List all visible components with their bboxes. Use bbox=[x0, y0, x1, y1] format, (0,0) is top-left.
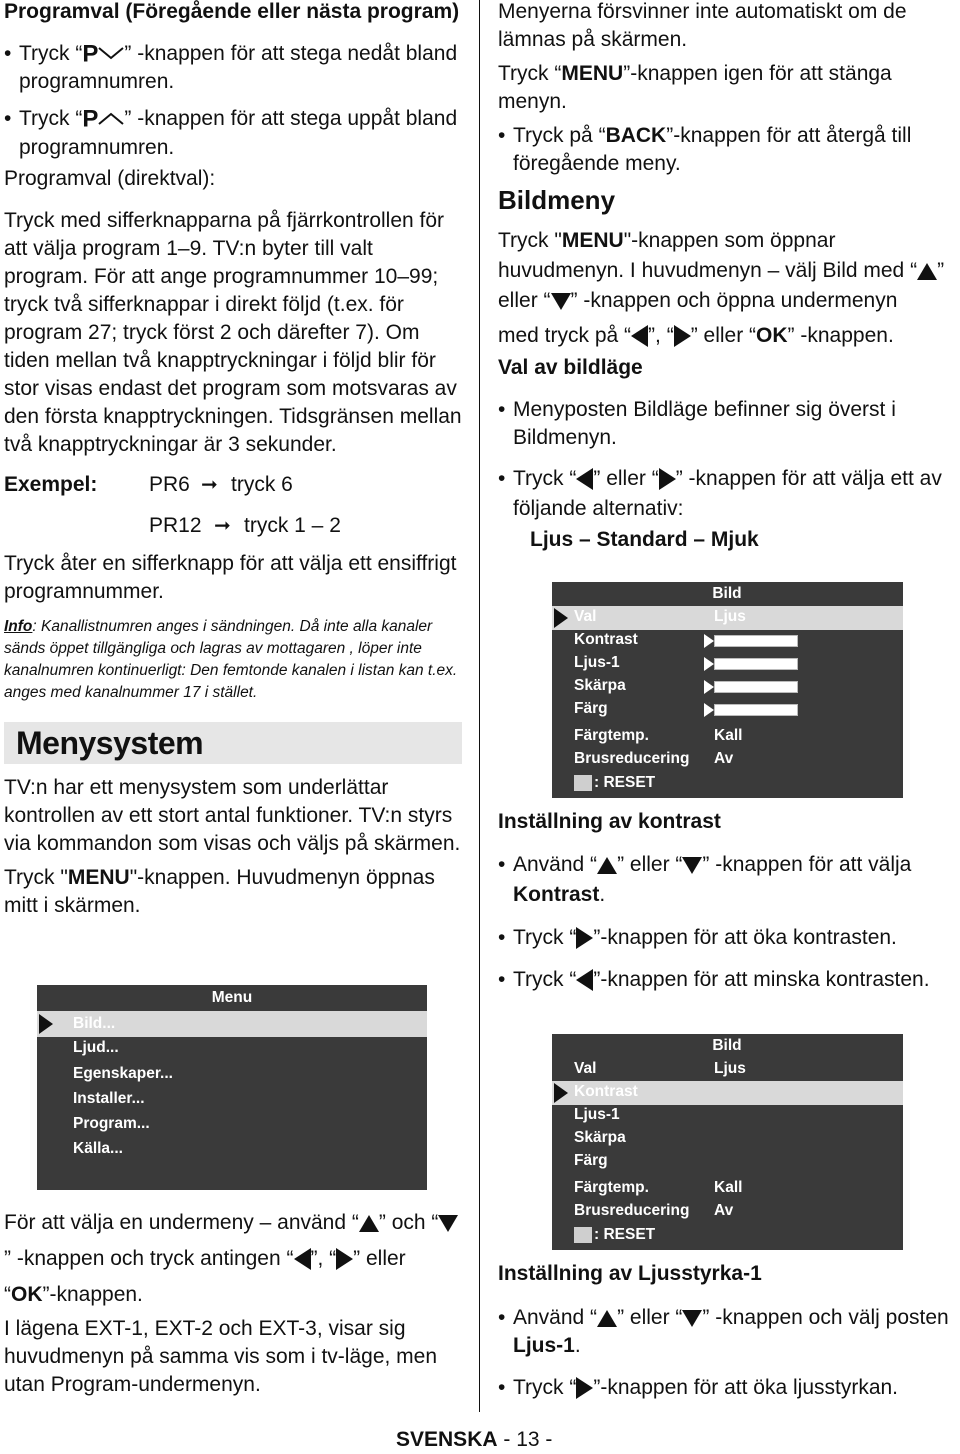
slider-marker-icon bbox=[704, 657, 714, 671]
example-label: Exempel: bbox=[4, 472, 98, 496]
down-arrow-icon bbox=[682, 1310, 702, 1327]
slider-marker-icon bbox=[704, 680, 714, 694]
bild-menu-item-kontrast[interactable]: Kontrast bbox=[552, 629, 903, 653]
example-row-2: PR12 ➞ tryck 1 – 2 bbox=[4, 512, 462, 540]
submenu-text: För att välja en undermeny – använd “ ” och “” -knappen och tryck antingen “ ”, “ ” eller “OK”-knappen. bbox=[4, 1205, 462, 1313]
reset-icon bbox=[574, 775, 592, 791]
ok-key: OK bbox=[756, 324, 788, 347]
bild-menu-item-brus[interactable]: Brusreducering Av bbox=[574, 1202, 734, 1219]
bild-menu-item-kontrast[interactable]: Kontrast bbox=[552, 1081, 903, 1105]
left-arrow-icon bbox=[294, 1248, 311, 1270]
right-column bbox=[498, 0, 958, 554]
down-arrow-icon bbox=[551, 293, 571, 310]
p-key-label: P bbox=[82, 105, 99, 133]
bild-menu-item-fargtemp[interactable]: Färgtemp. Kall bbox=[574, 1179, 743, 1196]
direct-text: Tryck med sifferknapparna på fjärrkontrollen för att välja program 1–9. TV:n byter till valt program. För att ange programnummer 10–99; tryck två sifferknappar i direkt följd (t.ex. för program 27; tryck först 2 och därefter 7). Om tiden mellan två knapptryckningar i följd blir för stor visas endast det program som motsvaras av den första knapptryckningen. Tidsgränsen mellan två knapptryckningar är 3 sekunder. bbox=[4, 208, 462, 456]
column-divider bbox=[479, 0, 480, 1412]
bild-menu-item-val[interactable]: Val Ljus bbox=[574, 1060, 746, 1077]
bild-menu-title: Bild bbox=[712, 585, 742, 602]
menu-key: MENU bbox=[561, 62, 624, 85]
up-arrow-icon bbox=[597, 1310, 617, 1327]
bild-menu-item-ljus[interactable]: Ljus-1 bbox=[552, 652, 903, 676]
chevron-down-icon bbox=[98, 40, 124, 68]
bild-menu-screen-1 bbox=[552, 582, 903, 798]
right-arrow-icon bbox=[659, 468, 676, 490]
picture-modes: Ljus – Standard – Mjuk bbox=[530, 528, 759, 551]
ljus-slider[interactable] bbox=[714, 658, 798, 670]
prog-heading: Programval (Föregående eller nästa program) bbox=[4, 0, 460, 23]
press-menu-text: Tryck "MENU"-knappen. Huvudmenyn öppnas mitt i skärmen. bbox=[4, 865, 435, 917]
kontrast-bullet-2: • Tryck “ ”-knappen för att öka kontrasten. bbox=[498, 924, 958, 952]
bild-menu-item-farg[interactable]: Färg bbox=[574, 1152, 608, 1169]
single-digit-text: Tryck åter en sifferknapp för att välja ett ensiffrigt programnummer. bbox=[4, 551, 457, 603]
main-menu-screen bbox=[37, 985, 427, 1190]
right-arrow-icon bbox=[576, 1377, 593, 1399]
bild-menu-item-reset[interactable]: : RESET bbox=[552, 1224, 903, 1248]
left-arrow-icon bbox=[631, 325, 648, 347]
main-menu-item-egenskaper[interactable]: Egenskaper... bbox=[73, 1065, 173, 1082]
direct-heading: Programval (direktval): bbox=[4, 166, 216, 190]
ext-text: I lägena EXT-1, EXT-2 och EXT-3, visar sig huvudmenyn på samma vis som i tv-läge, men utan Program-undermenyn. bbox=[4, 1317, 438, 1396]
reset-icon bbox=[574, 1227, 592, 1243]
left-arrow-icon bbox=[576, 468, 593, 490]
right-arrow-icon bbox=[674, 325, 691, 347]
up-arrow-icon bbox=[597, 857, 617, 874]
menu-key: MENU bbox=[561, 229, 624, 252]
example-row-1: Exempel: PR6 ➞ tryck 6 bbox=[4, 471, 462, 499]
main-menu-item-installer[interactable]: Installer... bbox=[73, 1090, 145, 1107]
arrow-right-icon: ➞ bbox=[201, 473, 218, 496]
right-arrow-icon bbox=[336, 1248, 353, 1270]
left-column-bottom bbox=[4, 1205, 462, 1399]
down-arrow-icon bbox=[438, 1215, 458, 1232]
bild-menu-item-brus[interactable]: Brusreducering Av bbox=[574, 750, 734, 767]
alternatives-bullet: • Tryck “ ” eller “ ” -knappen för att välja ett av följande alternativ: bbox=[498, 464, 958, 524]
page-footer bbox=[396, 1426, 552, 1454]
main-menu-item-ljud[interactable]: Ljud... bbox=[73, 1039, 119, 1056]
farg-slider[interactable] bbox=[714, 704, 798, 716]
main-menu-title: Menu bbox=[211, 989, 253, 1006]
kontrast-bullet-3: • Tryck “ ”-knappen för att minska kontrasten. bbox=[498, 966, 958, 994]
bildmeny-heading: Bildmeny bbox=[498, 185, 616, 215]
menusystem-text: TV:n har ett menysystem som underlättar kontrollen av ett stort antal funktioner. TV:n styrs via kommandon som visas och väljs på skärmen. bbox=[4, 775, 461, 855]
left-column bbox=[4, 0, 462, 920]
main-menu-item-program[interactable]: Program... bbox=[73, 1115, 150, 1132]
bild-menu-item-val[interactable]: Val Ljus bbox=[552, 606, 903, 630]
bild-menu-item-reset[interactable]: : RESET bbox=[552, 772, 903, 796]
bild-menu-item-skarpa[interactable]: Skärpa bbox=[574, 1129, 626, 1146]
bullet-prog-down: • Tryck “P ” -knappen för att stega nedåt bland programnumren. bbox=[4, 40, 462, 96]
arrow-right-icon: ➞ bbox=[214, 514, 231, 537]
p-key-label: P bbox=[82, 40, 99, 68]
page-number: - 13 - bbox=[503, 1428, 553, 1451]
info-label: Info bbox=[4, 617, 33, 635]
bild-menu-item-fargtemp[interactable]: Färgtemp. Kall bbox=[574, 727, 743, 744]
ok-key: OK bbox=[11, 1283, 43, 1306]
back-key: BACK bbox=[605, 124, 667, 147]
kontrast-slider[interactable] bbox=[714, 635, 798, 647]
right-arrow-icon bbox=[576, 927, 593, 949]
bild-menu-screen-2 bbox=[552, 1034, 903, 1250]
up-arrow-icon bbox=[917, 263, 937, 280]
ljusstyrka-bullet-2: • Tryck “ ”-knappen för att öka ljusstyrkan. bbox=[498, 1374, 958, 1402]
bildmeny-text-2: med tryck på “ ”, “ ” eller “OK” -knappen. bbox=[498, 324, 894, 347]
kontrast-bullet-1: • Använd “ ” eller “ ” -knappen för att välja Kontrast. bbox=[498, 850, 958, 910]
bild-menu-item-farg[interactable]: Färg bbox=[552, 698, 903, 722]
bild-menu-item-skarpa[interactable]: Skärpa bbox=[552, 675, 903, 699]
main-menu-item-bild[interactable]: Bild... bbox=[37, 1011, 427, 1037]
chevron-up-icon bbox=[98, 106, 124, 134]
up-arrow-icon bbox=[359, 1215, 379, 1232]
bild-menu-title: Bild bbox=[712, 1037, 742, 1054]
bild-menu-item-ljus[interactable]: Ljus-1 bbox=[574, 1106, 620, 1123]
bullet-prog-up: • Tryck “P ” -knappen för att stega uppåt bland programnumren. bbox=[4, 105, 462, 161]
menusystem-heading: Menysystem bbox=[4, 722, 462, 764]
right-column-middle bbox=[498, 808, 958, 994]
info-note: Info: Kanallistnumren anges i sändningen. Då inte alla kanaler sänds öppet tillgängliga och lagras av mottagaren , löper inte kanalnumren kontinuerligt: Den femtonde kanalen i listan kan t.ex. anges med kanalnummer 17 i stället. bbox=[4, 617, 458, 701]
slider-marker-icon bbox=[704, 634, 714, 648]
ljusstyrka-bullet-1: • Använd “ ” eller “ ” -knappen och välj posten Ljus-1. bbox=[498, 1304, 958, 1360]
main-menu-item-kalla[interactable]: Källa... bbox=[73, 1140, 123, 1157]
close-menu-text: Tryck “MENU”-knappen igen för att stänga menyn. bbox=[498, 62, 892, 113]
bildlage-heading: Val av bildläge bbox=[498, 356, 643, 379]
left-arrow-icon bbox=[576, 969, 593, 991]
auto-text: Menyerna försvinner inte automatiskt om de lämnas på skärmen. bbox=[498, 0, 907, 51]
footer-language: SVENSKA bbox=[396, 1428, 498, 1451]
menu-key: MENU bbox=[67, 865, 130, 889]
ljusstyrka-heading: Inställning av Ljusstyrka-1 bbox=[498, 1262, 762, 1285]
bildlage-bullet: • Menyposten Bildläge befinner sig överst i Bildmenyn. bbox=[498, 396, 958, 452]
skarpa-slider[interactable] bbox=[714, 681, 798, 693]
right-column-bottom bbox=[498, 1260, 958, 1402]
slider-marker-icon bbox=[704, 703, 714, 717]
selection-cursor-icon bbox=[39, 1014, 53, 1034]
bildmeny-text: Tryck "MENU"-knappen som öppnar huvudmenyn. I huvudmenyn – välj Bild med “ ” eller “ ” -knappen och öppna undermenyn bbox=[498, 229, 945, 312]
back-bullet: • Tryck på “BACK”-knappen för att återgå till föregående meny. bbox=[498, 122, 958, 178]
down-arrow-icon bbox=[682, 857, 702, 874]
selection-cursor-icon bbox=[554, 1083, 568, 1103]
selection-cursor-icon bbox=[554, 608, 568, 628]
kontrast-heading: Inställning av kontrast bbox=[498, 810, 721, 833]
